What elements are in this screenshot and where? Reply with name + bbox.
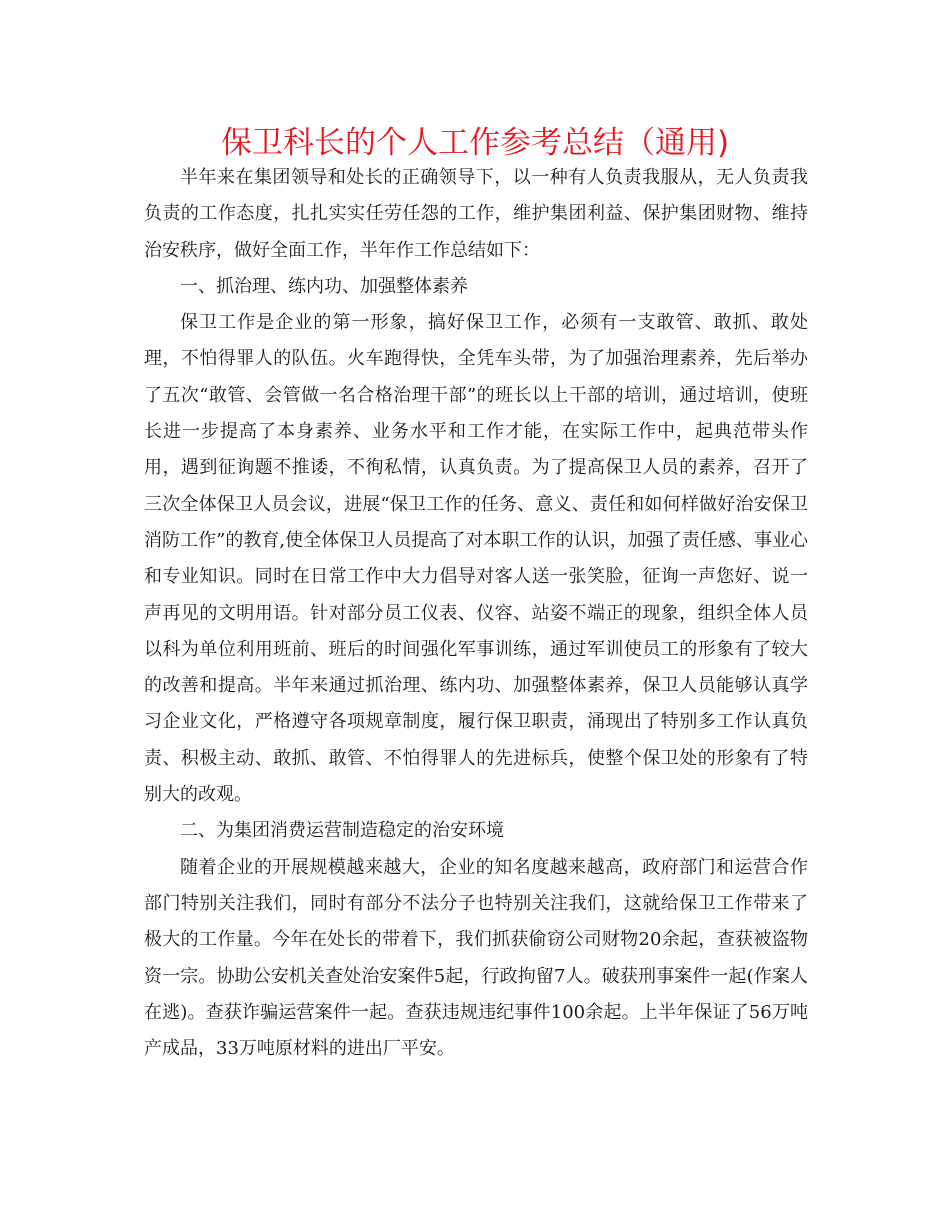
document-title: 保卫科长的个人工作参考总结（通用) xyxy=(220,125,730,161)
document-body xyxy=(144,160,808,1067)
section-2-paragraph: 随着企业的开展规模越来越大，企业的知名度越来越高，政府部门和运营合作部门特别关注我们，同时有部分不法分子也特别关注我们，这就给保卫工作带来了极大的工作量。今年在处长的带着下，我们抓获偷窃公司财物20余起，查获被盗物资一宗。协助公安机关查处治安案件5起，行政拘留7人。破获刑事案件一起(作案人在逃)。查获诈骗运营案件一起。查获违规违纪事件100余起。上半年保证了56万吨产成品，33万吨原材料的进出厂平安。 xyxy=(144,856,808,1060)
section-1-paragraph: 保卫工作是企业的第一形象，搞好保卫工作，必须有一支敢管、敢抓、敢处理，不怕得罪人的队伍。火车跑得快，全凭车头带，为了加强治理素养，先后举办了五次“敢管、会管做一名合格治理干部”的班长以上干部的培训，通过培训，使班长进一步提高了本身素养、业务水平和工作才能，在实际工作中，起典范带头作用，遇到征询题不推诿，不徇私情，认真负责。为了提高保卫人员的素养，召开了三次全体保卫人员会议，进展“保卫工作的任务、意义、责任和如何样做好治安保卫消防工作”的教育,使全体保卫人员提高了对本职工作的认识，加强了责任感、事业心和专业知识。同时在日常工作中大力倡导对客人送一张笑脸，征询一声您好、说一声再见的文明用语。针对部分员工仪表、仪容、站姿不端正的现象，组织全体人员以科为单位利用班前、班后的时间强化军事训练，通过军训使员工的形象有了较大的改善和提高。半年来通过抓治理、练内功、加强整体素养，保卫人员能够认真学习企业文化，严格遵守各项规章制度，履行保卫职责，涌现出了特别多工作认真负责、积极主动、敢抓、敢管、不怕得罪人的先进标兵，使整个保卫处的形象有了特别大的改观。 xyxy=(144,312,808,806)
intro-paragraph: 半年来在集团领导和处长的正确领导下，以一种有人负责我服从，无人负责我负责的工作态度，扎扎实实任劳任怨的工作，维护集团利益、保护集团财物、维持治安秩序，做好全面工作，半年作工作总结如下： xyxy=(144,167,808,261)
section-heading-1: 一、抓治理、练内功、加强整体素养 xyxy=(180,275,468,297)
section-heading-2: 二、为集团消费运营制造稳定的治安环境 xyxy=(180,820,504,842)
